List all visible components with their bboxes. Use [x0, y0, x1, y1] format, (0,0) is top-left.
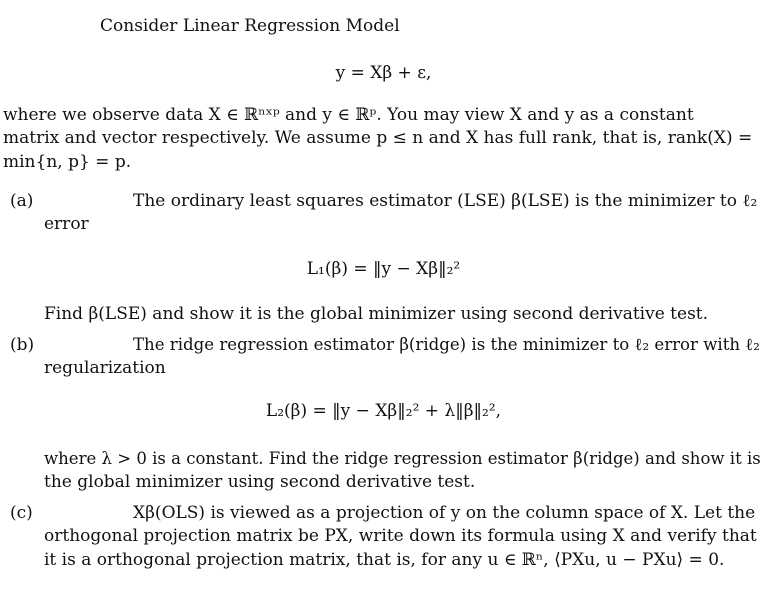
part-c-line-1: Xβ(OLS) is viewed as a projection of y on the column space of X. Let the — [133, 503, 756, 523]
part-b-line-2: regularization — [44, 358, 166, 378]
part-a-equation: L₁(β) = ‖y − Xβ‖₂² — [306, 259, 461, 279]
part-c-line-3: it is a orthogonal projection matrix, that is, for any u ∈ ℝⁿ, ⟨PXu, u − PXu⟩ = 0. — [44, 550, 725, 570]
intro-line-2: matrix and vector respectively. We assume p ≤ n and X has full rank, that is, rank(X) = — [3, 128, 753, 148]
part-c-line-2: orthogonal projection matrix be PX, write down its formula using X and verify that — [44, 526, 757, 546]
part-b-task-line-2: the global minimizer using second derivative test. — [44, 472, 476, 492]
model-equation: y = Xβ + ε, — [335, 63, 432, 83]
intro-line-1: where we observe data X ∈ ℝⁿˣᵖ and y ∈ ℝᵖ. You may view X and y as a constant — [3, 105, 694, 125]
problem-title: Consider Linear Regression Model — [100, 16, 400, 36]
part-a-line-1: The ordinary least squares estimator (LSE) β(LSE) is the minimizer to ℓ₂ — [133, 191, 758, 211]
part-a-task: Find β(LSE) and show it is the global minimizer using second derivative test. — [44, 304, 709, 324]
part-b-label: (b) — [10, 335, 35, 355]
intro-line-3: min{n, p} = p. — [3, 152, 132, 172]
part-b-task-line-1: where λ > 0 is a constant. Find the ridge regression estimator β(ridge) and show it is — [44, 449, 761, 469]
part-c-label: (c) — [10, 503, 33, 523]
part-a-label: (a) — [10, 191, 34, 211]
part-b-equation: L₂(β) = ‖y − Xβ‖₂² + λ‖β‖₂², — [265, 401, 502, 421]
part-b-line-1: The ridge regression estimator β(ridge) is the minimizer to ℓ₂ error with ℓ₂ — [133, 335, 760, 355]
part-a-line-2: error — [44, 214, 89, 234]
